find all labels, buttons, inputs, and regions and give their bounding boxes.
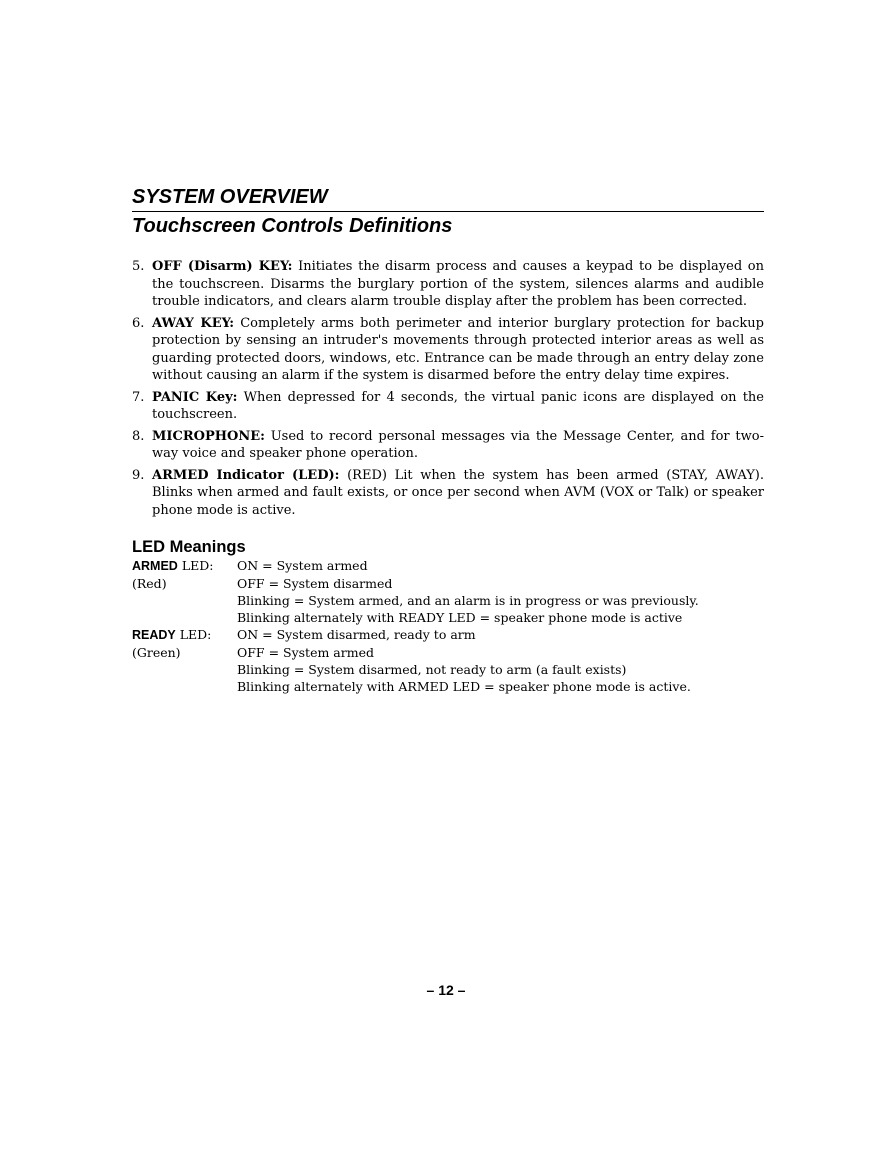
led-row <box>132 678 764 695</box>
item-number: 7. <box>132 389 145 405</box>
item-number: 9. <box>132 467 145 483</box>
ready-led-meaning: Blinking alternately with ARMED LED = speaker phone mode is active. <box>237 679 691 694</box>
section-subtitle: Touchscreen Controls Definitions <box>132 215 453 237</box>
armed-led-label <box>132 557 237 575</box>
section-title: SYSTEM OVERVIEW <box>132 185 764 212</box>
led-row <box>132 661 764 678</box>
led-row <box>132 644 764 661</box>
led-row <box>132 575 764 592</box>
item-term: PANIC Key: <box>152 389 238 405</box>
item-text: Initiates the disarm process and causes a keypad to be displayed on the touchscreen. Disarms the burglary portion of the system, silences alarms and audible trouble indicators, and clears alarm trouble display after the problem has been corrected. <box>152 259 764 309</box>
led-row <box>132 557 764 575</box>
item-text: When depressed for 4 seconds, the virtual panic icons are displayed on the touchscreen. <box>152 389 765 422</box>
led-row <box>132 626 764 644</box>
item-text: (RED) Lit when the system has been armed (STAY, AWAY). Blinks when armed and fault exists, or once per second when AVM (VOX or Talk) or speaker phone mode is active. <box>152 467 764 518</box>
item-term: OFF (Disarm) KEY: <box>152 259 293 274</box>
item-term: MICROPHONE: <box>152 428 265 444</box>
armed-led-suffix: LED: <box>177 558 214 573</box>
led-row <box>132 609 764 626</box>
item-number: 8. <box>132 428 145 444</box>
list-item <box>132 315 764 385</box>
armed-led-meaning: ON = System armed <box>237 558 368 573</box>
ready-led-name: READY <box>132 628 176 642</box>
ready-led-meaning: OFF = System armed <box>237 645 374 660</box>
list-item <box>132 389 764 424</box>
controls-definitions-list <box>132 258 764 519</box>
manual-page <box>132 185 764 695</box>
item-text: Completely arms both perimeter and interior burglary protection for backup protection by sensing an intruder's movements through protected interior areas as well as guarding protected doors, windows, etc. Entrance can be made through an entry delay zone without causing an alarm if the system is disarmed before the entry delay time expires. <box>152 315 764 383</box>
armed-led-color: (Red) <box>132 576 167 591</box>
list-item <box>132 258 764 311</box>
item-term: AWAY KEY: <box>152 315 235 331</box>
item-number: 5. <box>132 259 145 274</box>
ready-led-meaning: Blinking = System disarmed, not ready to arm (a fault exists) <box>237 662 627 677</box>
armed-led-name: ARMED <box>132 559 178 573</box>
list-item <box>132 428 764 463</box>
ready-led-label <box>132 626 237 644</box>
ready-led-suffix: LED: <box>175 627 212 642</box>
armed-led-meaning: Blinking alternately with READY LED = speaker phone mode is active <box>237 610 683 625</box>
item-term: ARMED Indicator (LED): <box>152 467 340 483</box>
ready-led-meaning: ON = System disarmed, ready to arm <box>237 627 476 642</box>
item-text: Used to record personal messages via the Message Center, and for two-way voice and speaker phone operation. <box>152 428 764 461</box>
led-meanings-heading: LED Meanings <box>132 538 246 556</box>
armed-led-meaning: OFF = System disarmed <box>237 576 393 591</box>
page-number: – 12 – <box>426 982 466 998</box>
ready-led-color: (Green) <box>132 645 181 660</box>
item-number: 6. <box>132 315 145 331</box>
led-row <box>132 592 764 609</box>
list-item <box>132 467 764 520</box>
led-meanings-table <box>132 557 764 695</box>
armed-led-meaning: Blinking = System armed, and an alarm is in progress or was previously. <box>237 593 699 608</box>
